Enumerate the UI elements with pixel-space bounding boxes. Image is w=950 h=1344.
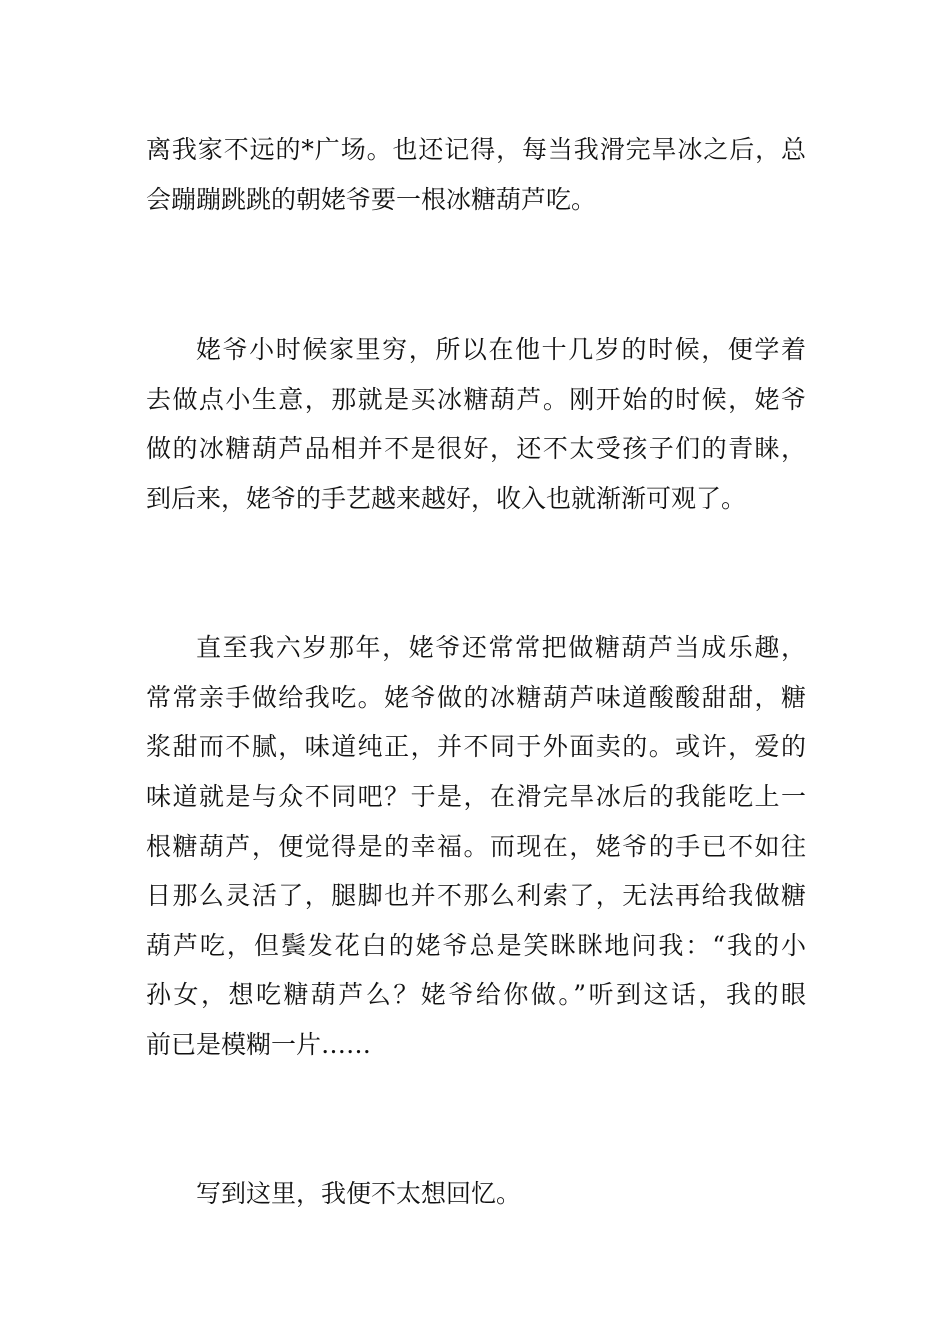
paragraph-line: 离我家不远的*广场。也还记得，每当我滑完旱冰之后，总 [146,135,806,164]
paragraph-line: 会蹦蹦跳跳的朝姥爷要一根冰糖葫芦吃。 [146,185,597,214]
paragraph-line: 去做点小生意，那就是买冰糖葫芦。刚开始的时候，姥爷 [146,385,806,414]
paragraph-line: 日那么灵活了，腿脚也并不那么利索了，无法再给我做糖 [146,881,806,910]
paragraph-line: 浆甜而不腻，味道纯正，并不同于外面卖的。或许，爱的 [146,732,806,761]
paragraph-line: 到后来，姥爷的手艺越来越好，收入也就渐渐可观了。 [146,484,747,513]
paragraph-line: 葫芦吃，但鬓发花白的姥爷总是笑眯眯地问我：“我的小 [146,931,806,960]
paragraph-line: 味道就是与众不同吧？于是，在滑完旱冰后的我能吃上一 [146,782,806,811]
paragraph-line: 根糖葫芦，便觉得是的幸福。而现在，姥爷的手已不如往 [146,832,806,861]
paragraph-line: 孙女，想吃糖葫芦么？姥爷给你做。”听到这话，我的眼 [146,980,806,1009]
paragraph-line: 直至我六岁那年，姥爷还常常把做糖葫芦当成乐趣， [196,633,806,662]
paragraph-line: 做的冰糖葫芦品相并不是很好，还不太受孩子们的青睐， [146,434,806,463]
paragraph-line: 姥爷小时候家里穷，所以在他十几岁的时候，便学着 [196,335,806,364]
paragraph-line: 常常亲手做给我吃。姥爷做的冰糖葫芦味道酸酸甜甜，糖 [146,683,806,712]
paragraph-line: 前已是模糊一片…… [146,1030,372,1059]
paragraph-line: 写到这里，我便不太想回忆。 [196,1179,522,1208]
